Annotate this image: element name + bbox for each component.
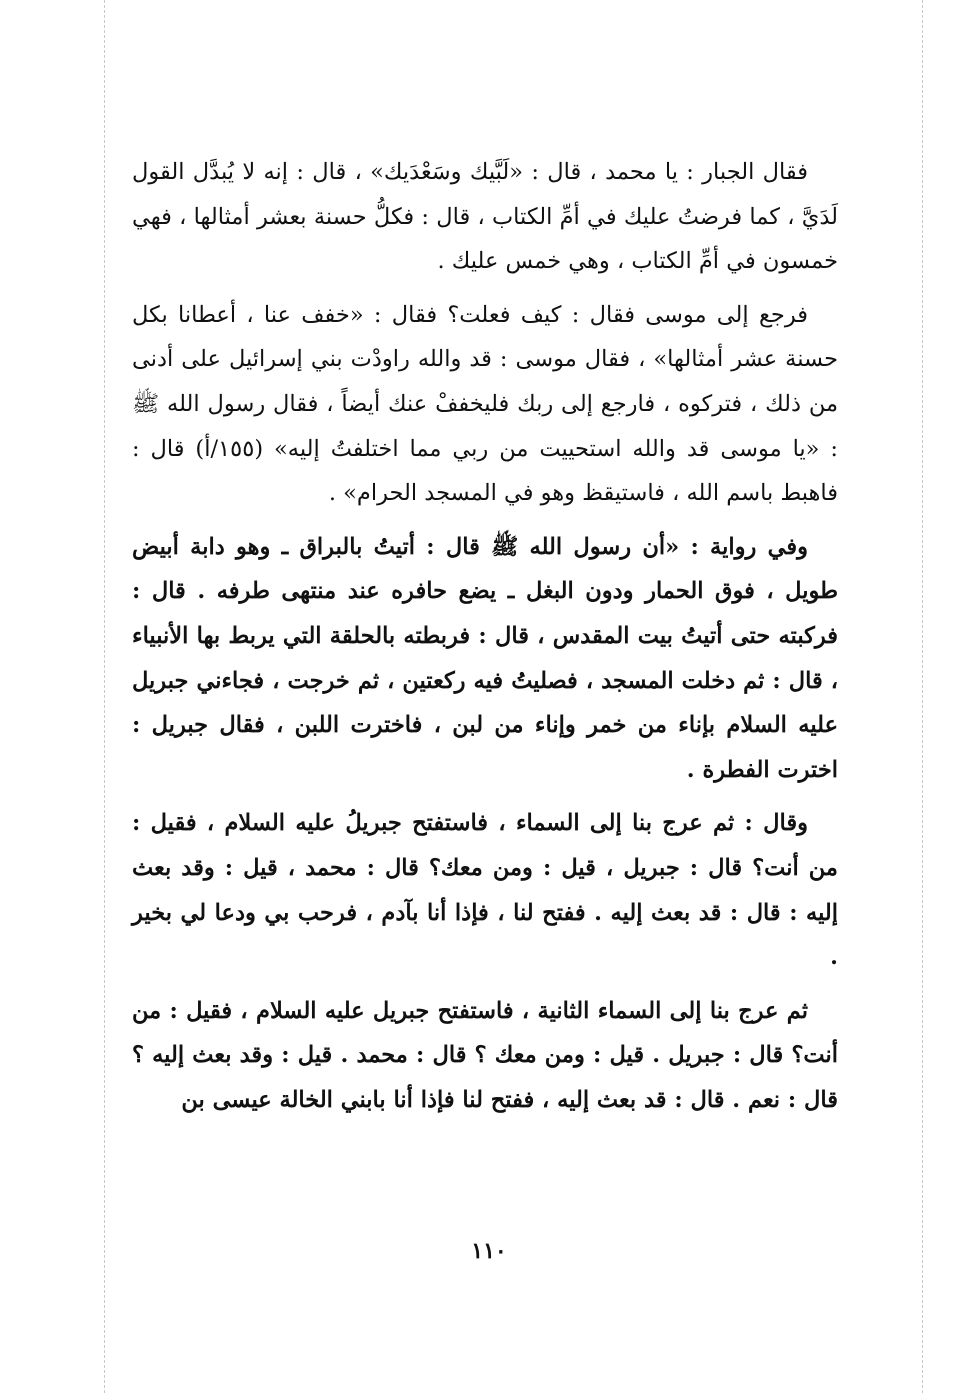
page-edge-left [104,0,105,1393]
paragraph-4: وقال : ثم عرج بنا إلى السماء ، فاستفتح جبريلُ عليه السلام ، فقيل : من أنت؟ قال : جبريل ، قيل : ومن معك؟ قال : محمد ، قيل : وقد بعث إليه : قال : قد بعث إليه . ففتح لنا ، فإذا أنا بآدم ، فرحب بي ودعا لي بخير . [132,810,838,971]
paragraph-2: فرجع إلى موسى فقال : كيف فعلت؟ فقال : «خفف عنا ، أعطانا بكل حسنة عشر أمثالها» ، فقال موسى : قد والله راودْت بني إسرائيل على أدنى من ذلك ، فتركوه ، فارجع إلى ربك فليخففْ عنك أيضاً ، فقال رسول الله ﷺ : «يا موسى قد والله استحييت من ربي مما اختلفتُ إليه» (١٥٥/أ) قال : فاهبط باسم الله ، فاستيقظ وهو في المسجد الحرام» . [132,301,838,507]
page-edge-right [922,0,923,1393]
page-body [132,150,838,1131]
paragraph-3: وفي رواية : «أن رسول الله ﷺ قال : أتيتُ بالبراق ـ وهو دابة أبيض طويل ، فوق الحمار ودون البغل ـ يضع حافره عند منتهى طرفه . قال : فركبته حتى أتيتُ بيت المقدس ، قال : فربطته بالحلقة التي يربط بها الأنبياء ، قال : ثم دخلت المسجد ، فصليتُ فيه ركعتين ، ثم خرجت ، فجاءني جبريل عليه السلام بإناء من خمر وإناء من لبن ، فاخترت اللبن ، فقال جبريل : اخترت الفطرة . [132,533,838,783]
paragraph-5: ثم عرج بنا إلى السماء الثانية ، فاستفتح جبريل عليه السلام ، فقيل : من أنت؟ قال : جبريل . قيل : ومن معك ؟ قال : محمد . قيل : وقد بعث إليه ؟ قال : نعم . قال : قد بعث إليه ، ففتح لنا فإذا أنا بابني الخالة عيسى بن [132,997,838,1113]
paragraph-1: فقال الجبار : يا محمد ، قال : «لَبَّيك وسَعْدَيك» ، قال : إنه لا يُبدَّل القول لَدَيَّ ، كما فرضتُ عليك في أمِّ الكتاب ، قال : فكلُّ حسنة بعشر أمثالها ، فهي خمسون في أمِّ الكتاب ، وهي خمس عليك . [132,159,838,275]
page-number: ١١٠ [471,1238,507,1264]
